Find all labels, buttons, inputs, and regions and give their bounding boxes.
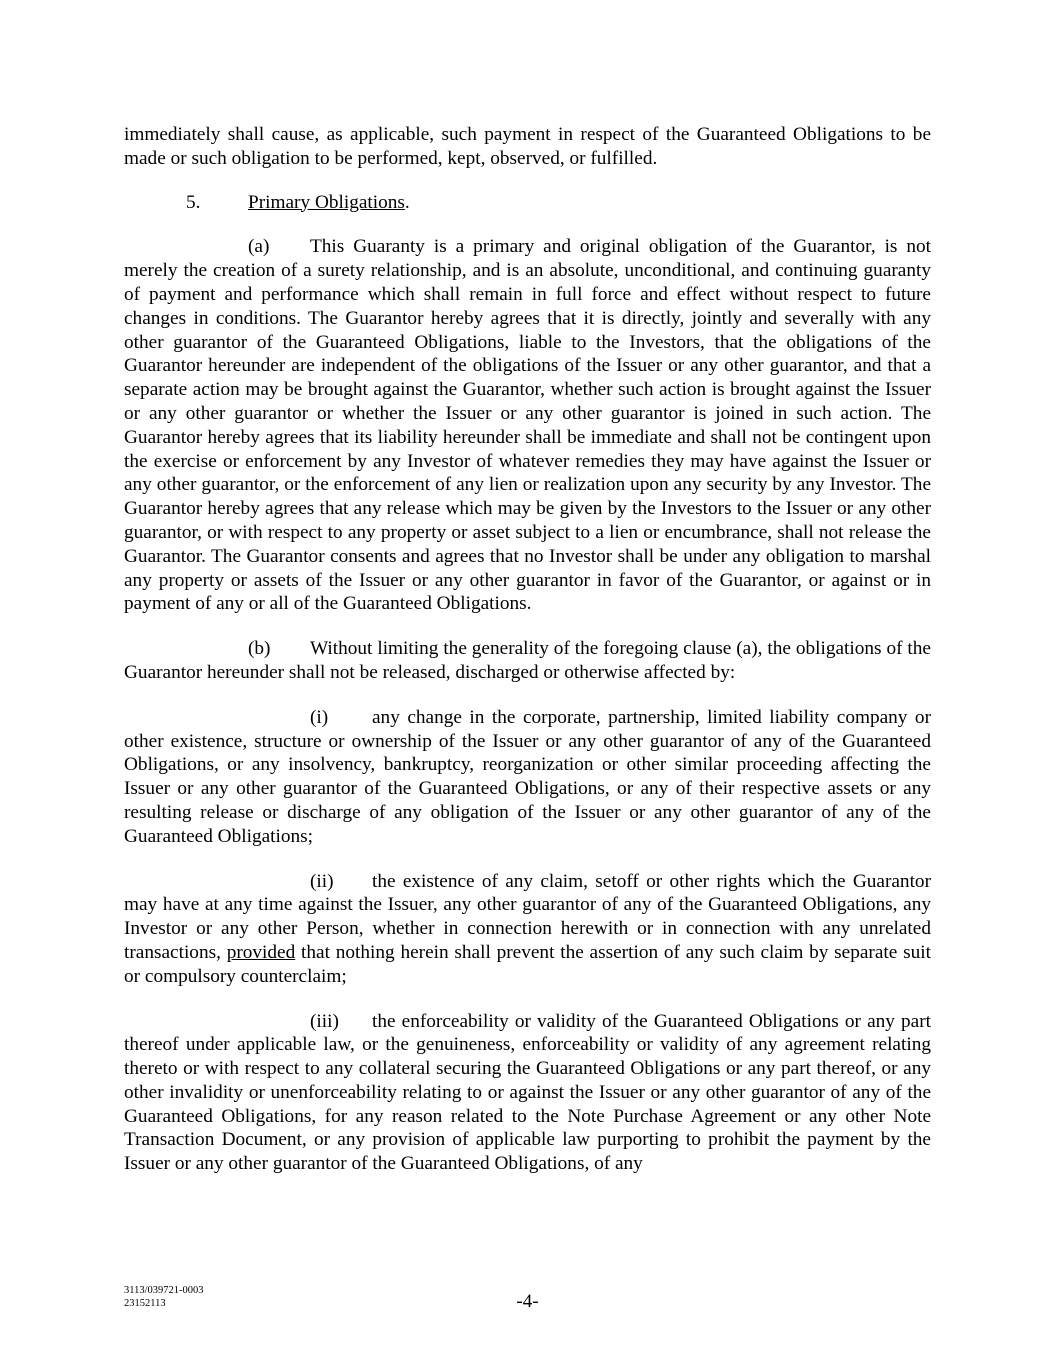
paragraph-a-label: (a) — [248, 236, 270, 258]
item-iii-text: the enforceability or validity of the Guaranteed Obligations or any part thereof under applicable law, or the genuineness, enforceability or validity of any agreement relating thereto or with respect to any collateral securing the Guaranteed Obligations or any part thereof, or any other invalidity or unenforceability relating to or against the Issuer or any other guarantor of any of the Guaranteed Obligations, for any reason related to the Note Purchase Agreement or any other Note Transaction Document, or any provision of applicable law purporting to prohibit the payment by the Issuer or any other guarantor of the Guaranteed Obligations, of any — [124, 1010, 931, 1175]
document-reference-line1: 3113/039721-0003 — [124, 1285, 204, 1296]
intro-paragraph: immediately shall cause, as applicable, such payment in respect of the Guaranteed Obligations to be made or such obligation to be performed, kept, observed, or fulfilled. — [124, 124, 931, 169]
paragraph-b-text: Without limiting the generality of the foregoing clause (a), the obligations of the Guarantor hereunder shall not be released, discharged or otherwise affected by: — [124, 638, 931, 683]
item-i-text: any change in the corporate, partnership, limited liability company or other existence, structure or ownership of the Issuer or any other guarantor of any of the Guaranteed Obligations, or any insolvency, bankruptcy, reorganization or other similar proceeding affecting the Issuer or any other guarantor of the Guaranteed Obligations, or any of their respective assets or any resulting release or discharge of any obligation of the Issuer or any other guarantor of any of the Guaranteed Obligations; — [124, 706, 931, 847]
section-number: 5. — [186, 191, 201, 213]
item-iii — [124, 1010, 931, 1177]
section-title: Primary Obligations — [248, 191, 405, 213]
item-ii — [124, 870, 931, 989]
section-title-period: . — [404, 191, 410, 213]
page-number: -4- — [516, 1291, 539, 1312]
item-ii-label: (ii) — [310, 870, 334, 892]
document-reference-line2: 23152113 — [124, 1297, 166, 1309]
paragraph-a-text: This Guaranty is a primary and original obligation of the Guarantor, is not merely the creation of a surety relationship, and is an absolute, unconditional, and continuing guaranty of payment and performance which shall remain in full force and effect without respect to future changes in conditions. The Guarantor hereby agrees that it is directly, jointly and severally with any other guarantor of the Guaranteed Obligations, liable to the Investors, that the obligations of the Guarantor hereunder are independent of the obligations of the Issuer or any other guarantor, and that a separate action may be brought against the Guarantor, whether such action is brought against the Issuer or any other guarantor or whether the Issuer or any other guarantor is joined in such action. The Guarantor hereby agrees that its liability hereunder shall be immediate and shall not be contingent upon the exercise or enforcement by any Investor of whatever remedies they may have against the Issuer or any other guarantor, or the enforcement of any lien or realization upon any security by any Investor. The Guarantor hereby agrees that any release which may be given by the Investors to the Issuer or any other guarantor, or with respect to any property or asset subject to a lien or encumbrance, shall not release the Guarantor. The Guarantor consents and agrees that no Investor shall be under any obligation to marshal any property or assets of the Issuer or any other guarantor in favor of the Guarantor, or against or in payment of any or all of the Guaranteed Obligations. — [124, 236, 931, 615]
item-iii-label: (iii) — [310, 1010, 339, 1032]
paragraph-a — [124, 235, 931, 616]
item-ii-provided: provided — [226, 941, 296, 963]
item-ii-text-after: that nothing herein shall prevent the assertion of any such claim by separate suit or compulsory counterclaim; — [124, 941, 931, 987]
paragraph-b-label: (b) — [248, 638, 271, 660]
page-body — [124, 123, 931, 1176]
item-i — [124, 706, 931, 849]
item-ii-text-before: the existence of any claim, setoff or other rights which the Guarantor may have at any time against the Issuer, any other guarantor of any of the Guaranteed Obligations, any Investor or any other Person, whether in connection herewith or in connection with any unrelated transactions, — [124, 870, 931, 963]
section-heading — [124, 191, 931, 215]
paragraph-b — [124, 637, 931, 685]
item-i-label: (i) — [310, 706, 329, 728]
